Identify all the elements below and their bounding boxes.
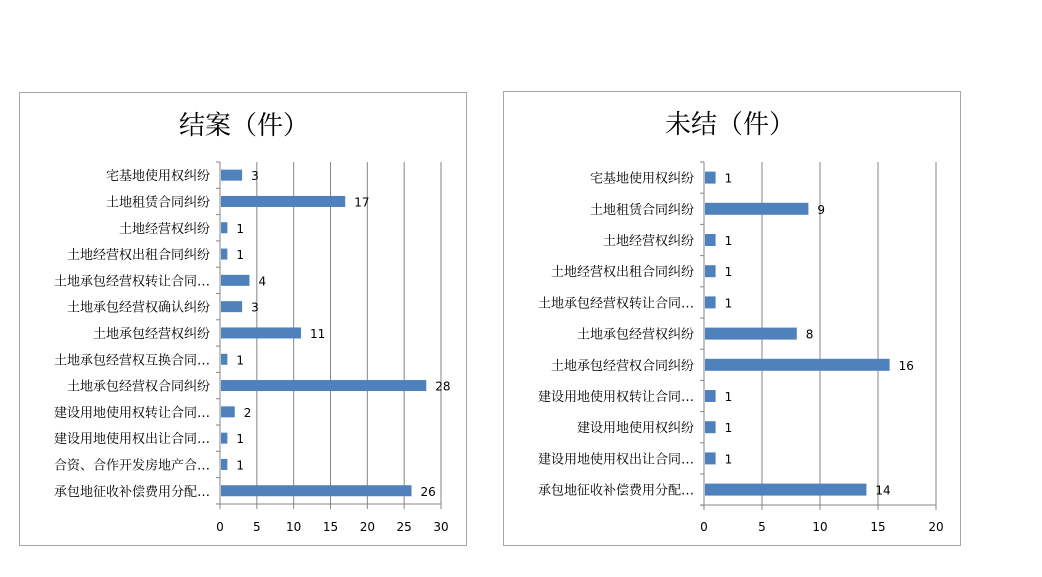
bar <box>221 433 227 444</box>
bar <box>705 203 808 215</box>
data-label: 1 <box>236 221 245 236</box>
category-label: 土地承包经营权互换合同… <box>53 353 210 369</box>
chart-title: 结案（件） <box>178 111 310 141</box>
category-label: 土地承包经营权确认纠纷 <box>66 300 210 316</box>
data-label: 26 <box>420 484 436 499</box>
x-tick-label: 20 <box>359 520 375 534</box>
chart-title: 未结（件） <box>664 110 796 140</box>
bar <box>221 275 249 286</box>
category-label: 土地承包经营权合同纠纷 <box>550 358 694 374</box>
category-label: 土地经营权出租合同纠纷 <box>550 265 694 281</box>
x-tick-label: 30 <box>433 520 449 534</box>
data-label: 1 <box>236 432 245 447</box>
category-label: 土地承包经营权转让合同… <box>53 274 210 290</box>
bar <box>221 380 426 391</box>
bar <box>705 359 890 371</box>
data-label: 11 <box>310 326 326 341</box>
category-label: 土地租赁合同纠纷 <box>105 195 210 211</box>
data-label: 16 <box>898 358 914 373</box>
category-label: 建设用地使用权转让合同… <box>537 390 694 405</box>
category-label: 土地承包经营权合同纠纷 <box>66 379 210 395</box>
bar <box>705 452 716 464</box>
bar <box>221 354 227 365</box>
data-label: 1 <box>724 171 733 186</box>
category-label: 土地承包经营权转让合同… <box>537 296 694 312</box>
bar <box>705 296 716 308</box>
bar <box>221 485 412 496</box>
data-label: 1 <box>236 248 245 263</box>
data-label: 3 <box>251 169 259 184</box>
x-tick-label: 15 <box>322 520 339 534</box>
chart-open-cases <box>504 92 962 547</box>
data-label: 9 <box>817 202 826 217</box>
category-label: 土地经营权纠纷 <box>118 221 210 237</box>
bar <box>221 222 227 233</box>
bar <box>221 170 242 181</box>
data-label: 1 <box>236 353 245 368</box>
bar <box>705 328 797 340</box>
category-label: 建设用地使用权转让合同… <box>53 405 210 421</box>
data-label: 1 <box>724 390 733 404</box>
bar <box>221 249 227 260</box>
bar <box>705 265 716 277</box>
data-label: 28 <box>435 379 451 394</box>
category-label: 建设用地使用权出让合同… <box>537 452 694 468</box>
category-label: 宅基地使用权纠纷 <box>105 169 210 185</box>
bar <box>705 390 716 402</box>
bar <box>221 459 227 470</box>
data-label: 1 <box>724 265 733 280</box>
data-label: 14 <box>875 483 891 498</box>
x-tick-label: 25 <box>396 520 412 534</box>
x-tick-label: 20 <box>928 520 944 534</box>
x-tick-label: 15 <box>870 520 886 534</box>
bar <box>705 484 866 496</box>
category-label: 宅基地使用权纠纷 <box>589 171 694 187</box>
data-label: 17 <box>354 195 370 210</box>
category-label: 土地租赁合同纠纷 <box>589 202 694 218</box>
data-label: 1 <box>724 296 733 311</box>
x-tick-label: 5 <box>253 520 261 534</box>
category-label: 承包地征收补偿费用分配… <box>53 484 210 500</box>
bar <box>705 234 716 246</box>
category-label: 土地承包经营权纠纷 <box>92 326 210 342</box>
bar <box>221 406 235 417</box>
chart-panel-closed <box>19 92 467 546</box>
data-label: 8 <box>805 327 814 342</box>
data-label: 1 <box>724 421 733 436</box>
category-label: 土地承包经营权纠纷 <box>576 327 694 343</box>
x-tick-label: 0 <box>216 520 224 534</box>
data-label: 3 <box>251 300 259 315</box>
x-tick-label: 10 <box>812 520 828 534</box>
bar <box>221 301 242 312</box>
x-tick-label: 10 <box>286 520 302 534</box>
category-label: 土地经营权纠纷 <box>602 234 694 249</box>
bar <box>705 172 716 184</box>
data-label: 1 <box>724 234 733 248</box>
chart-panel-open <box>503 91 961 546</box>
chart-closed-cases <box>20 93 468 547</box>
category-label: 承包地征收补偿费用分配… <box>537 483 694 499</box>
category-label: 合资、合作开发房地产合… <box>53 458 210 474</box>
bar <box>221 327 301 338</box>
x-tick-label: 0 <box>700 520 708 534</box>
data-label: 4 <box>258 274 267 289</box>
x-tick-label: 5 <box>758 520 766 534</box>
data-label: 1 <box>236 458 245 473</box>
data-label: 2 <box>243 405 252 420</box>
data-label: 1 <box>724 452 733 467</box>
bar <box>705 421 716 433</box>
category-label: 土地经营权出租合同纠纷 <box>66 248 210 264</box>
bar <box>221 196 345 207</box>
category-label: 建设用地使用权出让合同… <box>53 432 210 448</box>
category-label: 建设用地使用权纠纷 <box>576 421 694 437</box>
